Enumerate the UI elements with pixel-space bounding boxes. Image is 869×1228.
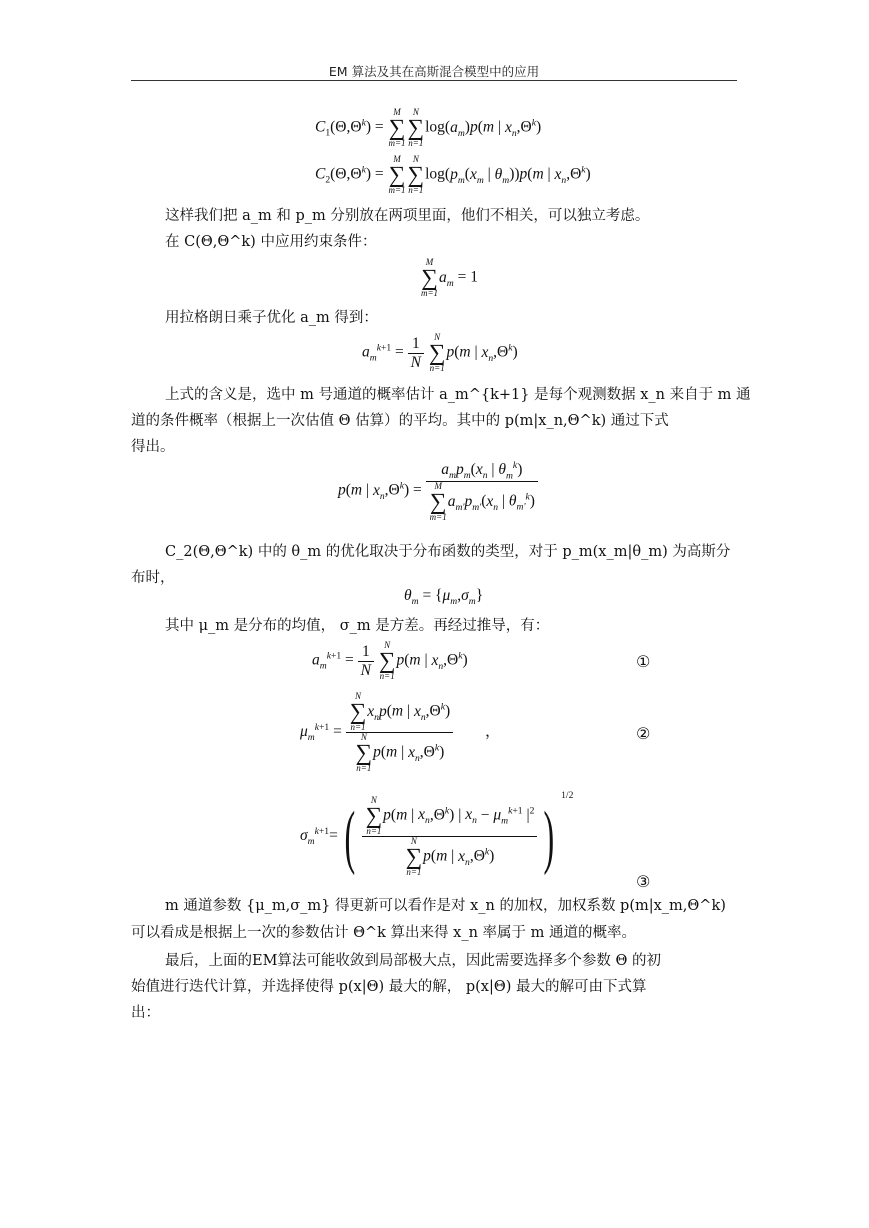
equation-constraint: M ∑ m=1 $a_m = 1$	[421, 257, 478, 299]
paragraph-5a: C_2(Θ,Θ^k) 中的 θ_m 的优化取决于分布函数的类型，对于 p_m(x_m|θ_m) 为高斯分	[165, 544, 731, 560]
paragraph-5b: 布时，	[131, 570, 175, 586]
paragraph-8b: 始值进行迭代计算，并选择使得 p(x|Θ) 最大的解， p(x|Θ) 最大的解可由下式算	[131, 979, 647, 995]
equation-2: $\mu_m^{k+1}$ = N ∑ n=1 $x_np(m$ | $x_n,\Theta^k$) N ∑ n=1 p(m | $x_n,\Theta^k$) ，	[300, 691, 501, 774]
paragraph-7a: m 通道参数 {μ_m,σ_m} 得更新可以看作是对 x_n 的加权，加权系数 p(m|x_m,Θ^k)	[165, 898, 726, 914]
paragraph-6: 其中 μ_m 是分布的均值， σ_m 是方差。再经过推导，有：	[165, 618, 550, 634]
equation-3: $\sigma_m^{k+1}=$( N ∑ n=1 p(m | $x_n,\Theta^k$) | $x_n - \mu_m^{k+1}$ $|^2$ N ∑ n=1 p(m | $x_n,\Theta^k$) )$^{1/2}$	[300, 790, 574, 877]
equation-number-2: ②	[636, 724, 651, 743]
paragraph-3: 用拉格朗日乘子优化 a_m 得到：	[165, 310, 378, 326]
paragraph-4c: 得出。	[131, 439, 175, 455]
equation-posterior: p(m | $x_n,\Theta^k$) = $a_mp_m(x_n$ | $\theta_m^k$) M ∑ m=1 $a_{m'}p_{m'}(x_n$ | $\theta_{m'}^k$)	[338, 460, 538, 522]
paragraph-4a: 上式的含义是，选中 m 号通道的概率估计 a_m^{k+1} 是每个观测数据 x_n 来自于 m 通	[165, 387, 751, 403]
equation-c1: $C_1(\Theta,\Theta^k)$ = M ∑ m=1 N ∑ n=1 $\log(a_m)p(m$ | $x_n,\Theta^k$)	[315, 107, 542, 149]
paragraph-8a: 最后，上面的EM算法可能收敛到局部极大点，因此需要选择多个参数 Θ 的初	[165, 953, 662, 969]
paragraph-7b: 可以看成是根据上一次的参数估计 Θ^k 算出来得 x_n 率属于 m 通道的概率。	[131, 925, 636, 941]
equation-1: $a_m^{k+1}$ = $\frac{1}{N}$ N ∑ n=1 p(m | $x_n,\Theta^k$)	[312, 640, 468, 682]
equation-2-comma: ，	[485, 723, 501, 741]
equation-c2: $C_2(\Theta,\Theta^k)$ = M ∑ m=1 N ∑ n=1 $\log(p_m(x_m$ | $\theta_m))p(m$ | $x_n,\Theta^k$)	[315, 154, 591, 196]
equation-a-update: $a_m^{k+1}$ = $\frac{1}{N}$ N ∑ n=1 p(m | $x_n,\Theta^k$)	[362, 332, 518, 374]
running-header: EM 算法及其在高斯混合模型中的应用	[328, 64, 540, 79]
equation-number-1: ①	[636, 652, 651, 671]
header-rule	[131, 80, 737, 81]
paragraph-2: 在 C(Θ,Θ^k) 中应用约束条件：	[165, 234, 377, 250]
equation-number-3: ③	[636, 872, 651, 891]
paragraph-4b: 道的条件概率（根据上一次估值 Θ 估算）的平均。其中的 p(m|x_n,Θ^k) 通过下式	[131, 413, 669, 429]
paragraph-8c: 出：	[131, 1005, 160, 1021]
paragraph-1: 这样我们把 a_m 和 p_m 分别放在两项里面，他们不相关，可以独立考虑。	[165, 208, 650, 224]
equation-theta: $\theta_m = \{\mu_m,\sigma_m\}$	[404, 587, 484, 608]
